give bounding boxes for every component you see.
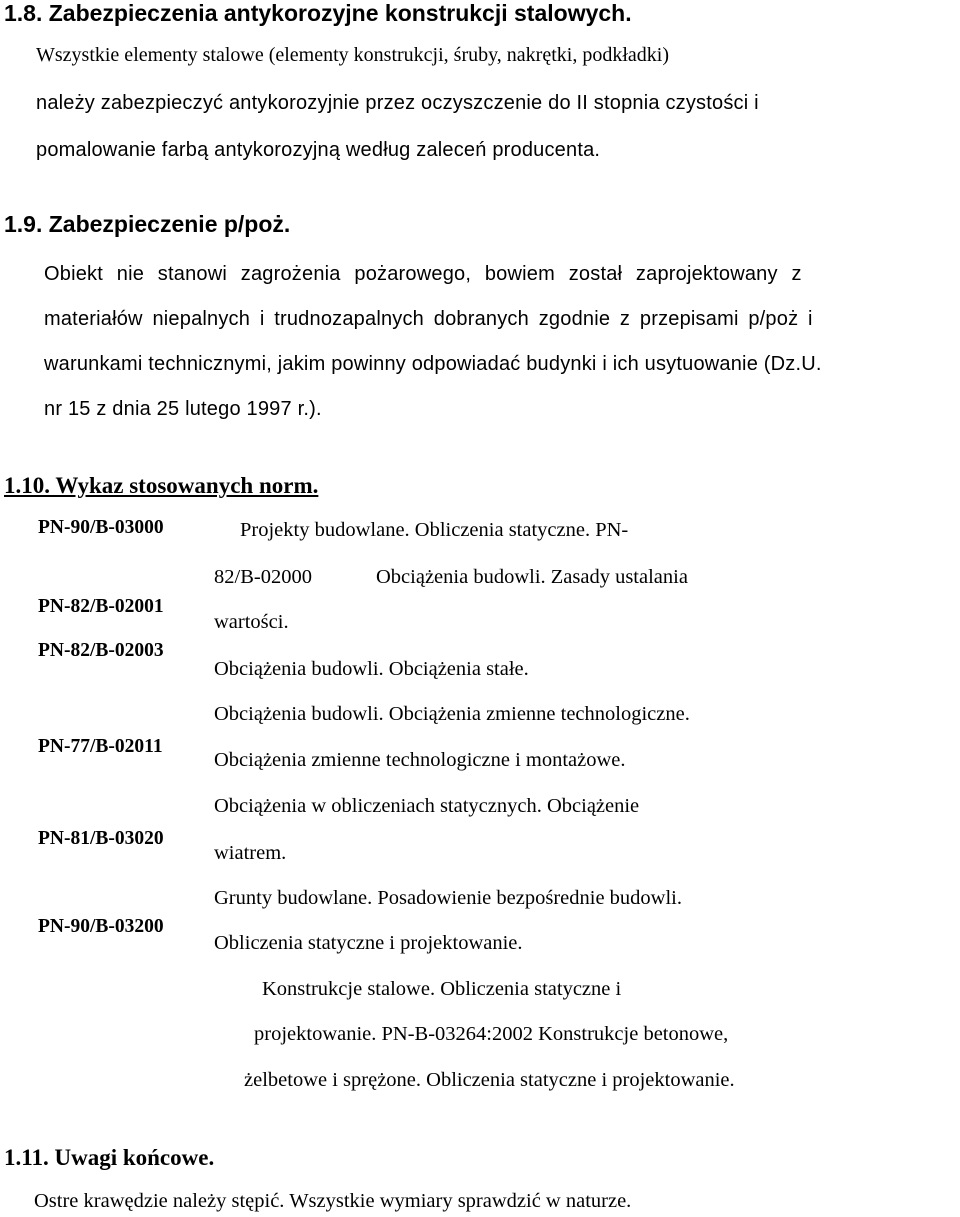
norm-description: Obciążenia w obliczeniach statycznych. Obciążenie [214,795,640,817]
norm-description: Obciążenia budowli. Obciążenia zmienne technologiczne. [214,703,690,725]
norm-description: Obliczenia statyczne i projektowanie. [214,932,523,954]
norm-description: Projekty budowlane. Obliczenia statyczne. PN- [240,519,629,541]
norm-code: PN-90/B-03200 [38,916,164,937]
section-1-9-line-4: nr 15 z dnia 25 lutego 1997 r.). [44,398,322,420]
norm-code: PN-77/B-02011 [38,736,163,757]
norm-description: Konstrukcje stalowe. Obliczenia statyczne i [262,978,622,1000]
norm-code: PN-81/B-03020 [38,828,164,849]
section-1-11-heading: 1.11. Uwagi końcowe. [4,1145,215,1170]
norm-code: PN-90/B-03000 [38,517,164,538]
section-1-9-line-3: warunkami technicznymi, jakim powinny odpowiadać budynki i ich usytuowanie (Dz.U. [44,353,822,375]
norm-description: Obciążenia zmienne technologiczne i montażowe. [214,749,626,771]
section-1-8-heading: 1.8. Zabezpieczenia antykorozyjne konstrukcji stalowych. [4,0,632,26]
norm-description: wartości. [214,611,289,633]
section-1-11-line: Ostre krawędzie należy stępić. Wszystkie wymiary sprawdzić w naturze. [34,1190,632,1212]
norm-description: Obciążenia budowli. Obciążenia stałe. [214,658,529,680]
section-1-8-line-1: Wszystkie elementy stalowe (elementy konstrukcji, śruby, nakrętki, podkładki) [36,44,669,66]
norm-description: żelbetowe i sprężone. Obliczenia statyczne i projektowanie. [244,1069,735,1091]
section-1-8-line-2: należy zabezpieczyć antykorozyjnie przez oczyszczenie do II stopnia czystości i [36,92,759,114]
norm-description: Grunty budowlane. Posadowienie bezpośrednie budowli. [214,887,682,909]
norm-description: Obciążenia budowli. Zasady ustalania [376,566,688,588]
norm-description: wiatrem. [214,842,287,864]
section-1-8-line-3: pomalowanie farbą antykorozyjną według zaleceń producenta. [36,139,601,161]
section-1-9-heading: 1.9. Zabezpieczenie p/poż. [4,211,291,237]
norm-description: projektowanie. PN-B-03264:2002 Konstrukcje betonowe, [254,1023,729,1045]
norm-description: 82/B-02000 [214,566,312,588]
norm-code: PN-82/B-02001 [38,596,164,617]
section-1-9-line-1: Obiekt nie stanowi zagrożenia pożarowego, bowiem został zaprojektowany z [44,263,802,285]
section-1-9-line-2: materiałów niepalnych i trudnozapalnych dobranych zgodnie z przepisami p/poż i [44,308,813,330]
norm-code: PN-82/B-02003 [38,640,164,661]
section-1-10-heading: 1.10. Wykaz stosowanych norm. [4,473,319,498]
